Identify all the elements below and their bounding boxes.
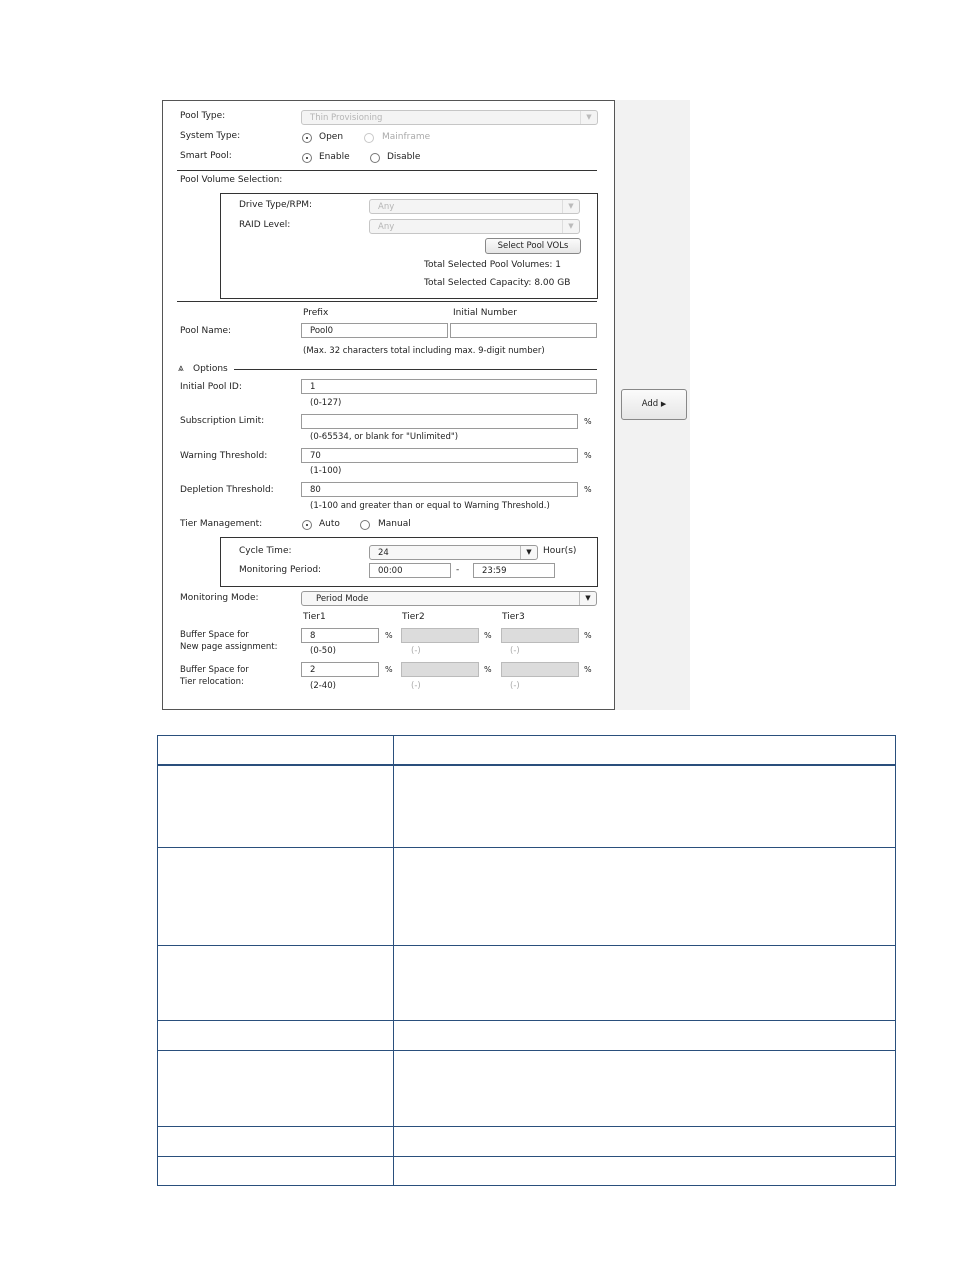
system-type-label: System Type: — [180, 131, 241, 141]
table-cell — [394, 1127, 896, 1157]
pool-type-value: Thin Provisioning — [310, 113, 383, 123]
chevron-down-icon: ▼ — [579, 592, 596, 605]
new-page-tier1-hint: (0-50) — [310, 646, 336, 656]
relocation-tier2-unit: % — [484, 665, 492, 674]
system-type-mainframe-radio[interactable] — [364, 133, 374, 143]
create-pool-form — [162, 100, 615, 710]
tier3-header: Tier3 — [502, 612, 525, 622]
total-selected-volumes: Total Selected Pool Volumes: 1 — [424, 260, 562, 270]
collapse-up-icon[interactable]: ⩓ — [178, 363, 184, 374]
system-type-open-radio[interactable] — [302, 133, 312, 143]
table-cell — [394, 765, 896, 848]
tier1-header: Tier1 — [303, 612, 326, 622]
subscription-limit-input[interactable] — [301, 414, 578, 429]
pool-name-hint: (Max. 32 characters total including max. 9-digit number) — [303, 346, 545, 356]
new-page-tier3-hint: (-) — [510, 646, 520, 656]
new-page-assignment-label-line1: Buffer Space for — [180, 630, 249, 640]
chevron-down-icon: ▼ — [520, 546, 537, 559]
description-table — [157, 735, 896, 1186]
table-row — [158, 848, 896, 946]
new-page-tier2-unit: % — [484, 631, 492, 640]
tier-management-auto-radio[interactable] — [302, 520, 312, 530]
relocation-tier3-input — [501, 662, 579, 677]
new-page-tier3-input — [501, 628, 579, 643]
initial-pool-id-label: Initial Pool ID: — [180, 382, 242, 392]
table-cell — [158, 1127, 394, 1157]
smart-pool-enable-radio[interactable] — [302, 153, 312, 163]
chevron-down-icon: ▼ — [580, 111, 597, 124]
new-page-tier3-unit: % — [584, 631, 592, 640]
pool-type-select — [301, 110, 598, 125]
table-cell — [394, 1157, 896, 1186]
monitoring-period-start-input[interactable]: 00:00 — [369, 563, 451, 578]
warning-threshold-hint: (1-100) — [310, 466, 342, 476]
monitoring-mode-value: Period Mode — [316, 594, 369, 604]
subscription-limit-label: Subscription Limit: — [180, 416, 265, 426]
tier2-header: Tier2 — [402, 612, 425, 622]
initial-pool-id-input[interactable]: 1 — [301, 379, 597, 394]
options-divider — [234, 369, 597, 370]
relocation-tier3-unit: % — [584, 665, 592, 674]
monitoring-period-end-input[interactable]: 23:59 — [473, 563, 555, 578]
table-row — [158, 1157, 896, 1186]
warning-threshold-input[interactable]: 70 — [301, 448, 578, 463]
table-cell — [394, 1021, 896, 1051]
options-label[interactable]: Options — [193, 364, 228, 374]
raid-level-select — [369, 219, 580, 234]
drive-type-value: Any — [378, 202, 395, 212]
table-row — [158, 1021, 896, 1051]
table-row — [158, 946, 896, 1021]
cycle-time-select[interactable] — [369, 545, 538, 560]
tier-management-manual-label: Manual — [378, 519, 411, 529]
pool-name-prefix-input[interactable]: Pool0 — [301, 323, 448, 338]
monitoring-mode-select[interactable] — [301, 591, 597, 606]
relocation-tier1-hint: (2-40) — [310, 681, 336, 691]
system-type-open-label: Open — [319, 132, 344, 142]
tier-relocation-label-line2: Tier relocation: — [180, 677, 244, 687]
depletion-threshold-hint: (1-100 and greater than or equal to Warning Threshold.) — [310, 501, 550, 511]
cycle-time-unit: Hour(s) — [543, 546, 577, 556]
pool-type-label: Pool Type: — [180, 111, 226, 121]
add-button-label: Add — [641, 399, 659, 409]
table-cell — [394, 848, 896, 946]
relocation-tier2-input — [401, 662, 479, 677]
table-cell — [158, 848, 394, 946]
chevron-down-icon: ▼ — [562, 200, 579, 213]
smart-pool-enable-label: Enable — [319, 152, 350, 162]
drive-type-label: Drive Type/RPM: — [239, 200, 313, 210]
monitoring-period-separator: - — [456, 565, 460, 575]
table-cell — [158, 1021, 394, 1051]
smart-pool-label: Smart Pool: — [180, 151, 232, 161]
chevron-down-icon: ▼ — [562, 220, 579, 233]
relocation-tier1-input[interactable]: 2 — [301, 662, 379, 677]
table-row — [158, 765, 896, 848]
table-header-cell — [158, 736, 394, 765]
monitoring-period-label: Monitoring Period: — [239, 565, 322, 575]
section-divider — [177, 170, 597, 171]
depletion-threshold-input[interactable]: 80 — [301, 482, 578, 497]
initial-number-column-header: Initial Number — [453, 308, 517, 318]
table-cell — [158, 1051, 394, 1127]
subscription-limit-unit: % — [584, 417, 592, 426]
section-divider — [177, 301, 597, 302]
table-cell — [158, 1157, 394, 1186]
table-row — [158, 1127, 896, 1157]
tier-management-manual-radio[interactable] — [360, 520, 370, 530]
drive-type-select — [369, 199, 580, 214]
new-page-tier2-input — [401, 628, 479, 643]
new-page-tier2-hint: (-) — [411, 646, 421, 656]
depletion-threshold-label: Depletion Threshold: — [180, 485, 274, 495]
new-page-tier1-input[interactable]: 8 — [301, 628, 379, 643]
relocation-tier2-hint: (-) — [411, 681, 421, 691]
pool-name-label: Pool Name: — [180, 326, 232, 336]
table-row — [158, 1051, 896, 1127]
pool-volume-selection-label: Pool Volume Selection: — [180, 175, 283, 185]
cycle-time-value: 24 — [378, 548, 389, 558]
cycle-time-label: Cycle Time: — [239, 546, 292, 556]
tier-management-label: Tier Management: — [180, 519, 263, 529]
warning-threshold-label: Warning Threshold: — [180, 451, 268, 461]
new-page-tier1-unit: % — [385, 631, 393, 640]
depletion-threshold-unit: % — [584, 485, 592, 494]
raid-level-value: Any — [378, 222, 395, 232]
initial-pool-id-hint: (0-127) — [310, 398, 342, 408]
total-selected-capacity: Total Selected Capacity: 8.00 GB — [424, 278, 571, 288]
table-cell — [158, 765, 394, 848]
select-pool-vols-button[interactable]: Select Pool VOLs — [485, 238, 581, 254]
table-cell — [394, 1051, 896, 1127]
monitoring-mode-label: Monitoring Mode: — [180, 593, 259, 603]
raid-level-label: RAID Level: — [239, 220, 291, 230]
table-header-row — [158, 736, 896, 765]
system-type-mainframe-label: Mainframe — [382, 132, 431, 142]
table-cell — [158, 946, 394, 1021]
smart-pool-disable-label: Disable — [387, 152, 421, 162]
warning-threshold-unit: % — [584, 451, 592, 460]
prefix-column-header: Prefix — [303, 308, 329, 318]
table-header-cell — [394, 736, 896, 765]
relocation-tier1-unit: % — [385, 665, 393, 674]
tier-management-auto-label: Auto — [319, 519, 340, 529]
table-cell — [394, 946, 896, 1021]
relocation-tier3-hint: (-) — [510, 681, 520, 691]
subscription-limit-hint: (0-65534, or blank for "Unlimited") — [310, 432, 459, 442]
triangle-right-icon: ▶ — [660, 400, 667, 408]
new-page-assignment-label-line2: New page assignment: — [180, 642, 278, 652]
tier-relocation-label-line1: Buffer Space for — [180, 665, 249, 675]
pool-name-initial-number-input[interactable] — [450, 323, 597, 338]
add-button[interactable] — [621, 389, 687, 420]
smart-pool-disable-radio[interactable] — [370, 153, 380, 163]
